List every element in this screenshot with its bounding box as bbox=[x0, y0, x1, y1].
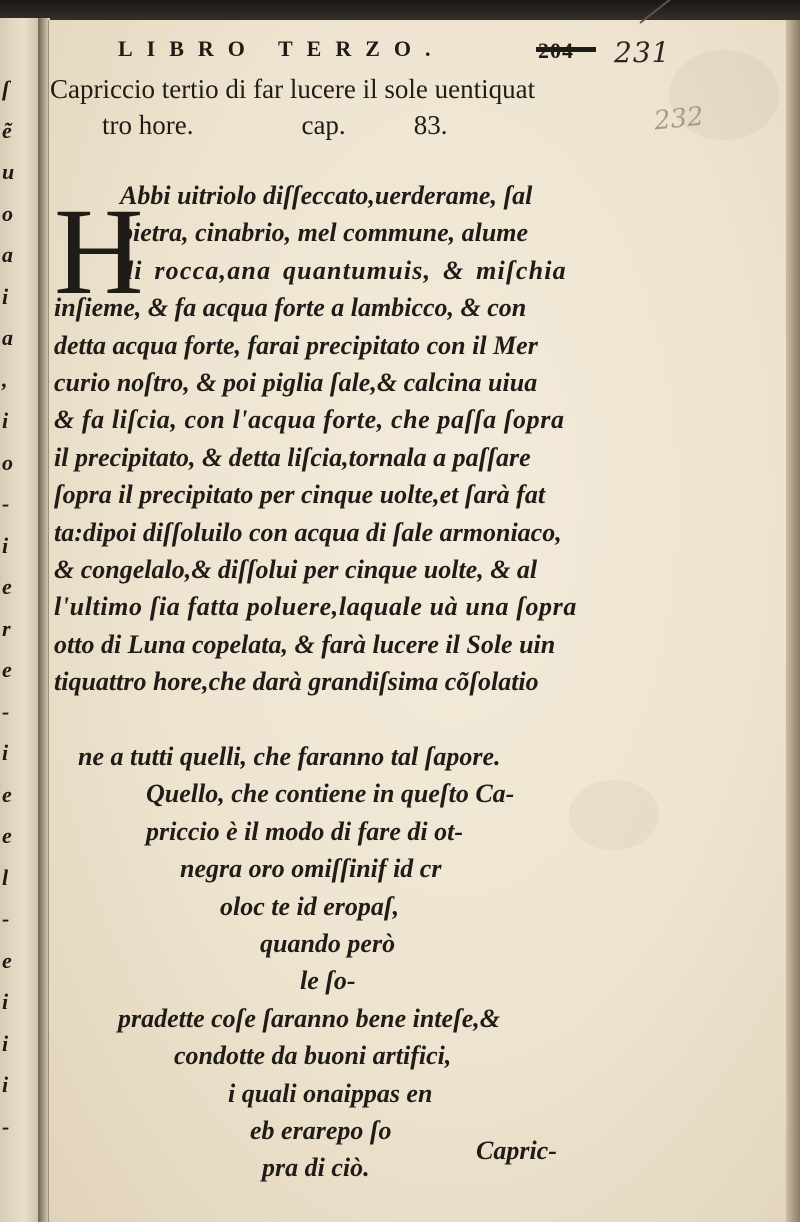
tailpiece-line: i quali onaippas en bbox=[228, 1078, 433, 1108]
chapter-number: 83. bbox=[413, 109, 448, 140]
tailpiece-line: le ſo- bbox=[300, 966, 356, 996]
facing-page-letter: i bbox=[2, 408, 9, 433]
tailpiece-line: eb erarepo ſo bbox=[250, 1116, 392, 1146]
facing-page-letter: i bbox=[2, 1072, 9, 1097]
body-line: pietra, cinabrio, mel commune, alume bbox=[120, 218, 529, 248]
facing-page-letter: i bbox=[2, 989, 9, 1014]
running-head: LIBRO TERZO. bbox=[118, 36, 445, 61]
facing-page-letter: a bbox=[2, 242, 13, 267]
tailpiece-paragraph bbox=[54, 738, 614, 1187]
facing-page-letter: r bbox=[2, 615, 11, 641]
body-line: curio noſtro, & poi piglia ſale,& calcina uiua bbox=[54, 368, 538, 398]
facing-page-letter: e bbox=[2, 781, 12, 807]
drop-cap-initial: H bbox=[54, 183, 144, 320]
tailpiece-line: priccio è il modo di fare di ot- bbox=[146, 816, 464, 846]
facing-page-letter: i bbox=[2, 740, 9, 765]
facing-page-letter: i bbox=[2, 532, 9, 558]
catchword: Capric- bbox=[476, 1136, 557, 1165]
body-line: tiquattro hore,che darà grandiſsima cõſolatio bbox=[54, 667, 539, 697]
facing-page-letter: e bbox=[2, 657, 12, 682]
chapter-heading-end: tro hore. bbox=[102, 109, 194, 140]
chapter-heading-line-2 bbox=[50, 108, 535, 144]
tailpiece-line: condotte da buoni artifici, bbox=[174, 1041, 452, 1071]
body-line: otto di Luna copelata, & farà lucere il Sole uin bbox=[54, 629, 556, 659]
tailpiece-line: oloc te id eropaſ, bbox=[220, 891, 400, 921]
strike-through-bar bbox=[536, 47, 596, 52]
pencil-folio-number: 232 bbox=[652, 101, 706, 137]
handwritten-folio-number: 231 bbox=[614, 36, 671, 69]
facing-page-letter: i bbox=[2, 1030, 9, 1056]
tailpiece-line: pra di ciò. bbox=[262, 1153, 370, 1183]
body-line: & fa liſcia, con l'acqua forte, che paſſa ſopra bbox=[54, 405, 565, 435]
body-paragraph bbox=[54, 177, 614, 701]
body-line: l'ultimo ſia fatta poluere,laquale uà una ſopra bbox=[54, 592, 577, 622]
body-line: il precipitato, & detta liſcia,tornala a paſſare bbox=[54, 442, 531, 472]
tailpiece-line: ne a tutti quelli, che faranno tal ſapore. bbox=[78, 742, 501, 771]
body-line: inſieme, & fa acqua forte a lambicco, & con bbox=[54, 293, 527, 323]
facing-page-letter: a bbox=[2, 325, 13, 350]
facing-page-letter: ſ bbox=[2, 76, 10, 101]
tailpiece-line: Quello, che contiene in queſto Ca- bbox=[146, 779, 515, 809]
body-line: ta:dipoi diſſoluilo con acqua di ſale armoniaco, bbox=[54, 517, 562, 547]
facing-page-letter: - bbox=[2, 698, 10, 724]
tailpiece-line: pradette coſe ſaranno bene inteſe,& bbox=[118, 1003, 500, 1033]
facing-page-letter: o bbox=[2, 200, 13, 226]
facing-page-letter: e bbox=[2, 947, 12, 973]
facing-page-letter: u bbox=[2, 159, 15, 184]
tailpiece-line: negra oro omiſſinif id cr bbox=[180, 854, 442, 884]
facing-page-letter: i bbox=[2, 283, 9, 309]
facing-page-letter: , bbox=[2, 366, 8, 392]
body-line: di rocca,ana quantumuis, & miſchia bbox=[120, 255, 567, 285]
facing-page-letter: o bbox=[2, 449, 13, 475]
body-line: ſopra il precipitato per cinque uolte,et ſarà fat bbox=[54, 480, 546, 510]
facing-page-letter: - bbox=[2, 1113, 10, 1139]
facing-page-letter: - bbox=[2, 491, 10, 516]
previous-page-edge bbox=[0, 18, 40, 1222]
body-line: detta acqua forte, farai precipitato con il Mer bbox=[54, 330, 538, 360]
tailpiece-line: quando però bbox=[260, 929, 396, 959]
facing-page-letter: e bbox=[2, 823, 12, 848]
facing-page-letter: e bbox=[2, 574, 12, 599]
facing-page-letter: - bbox=[2, 906, 10, 931]
body-line: & congelalo,& diſſolui per cinque uolte, & al bbox=[54, 555, 538, 585]
struck-folio-number bbox=[538, 38, 596, 60]
chapter-label: cap. bbox=[301, 109, 346, 140]
page-right-edge bbox=[786, 20, 800, 1222]
body-line: Abbi uitriolo diſſeccato,uerderame, ſal bbox=[120, 181, 533, 210]
facing-page-letter: l bbox=[2, 864, 9, 890]
chapter-heading-line-1: Capriccio tertio di far lucere il sole uentiquat bbox=[50, 74, 536, 104]
chapter-heading bbox=[50, 72, 535, 144]
facing-page-letter: ẽ bbox=[2, 117, 12, 143]
